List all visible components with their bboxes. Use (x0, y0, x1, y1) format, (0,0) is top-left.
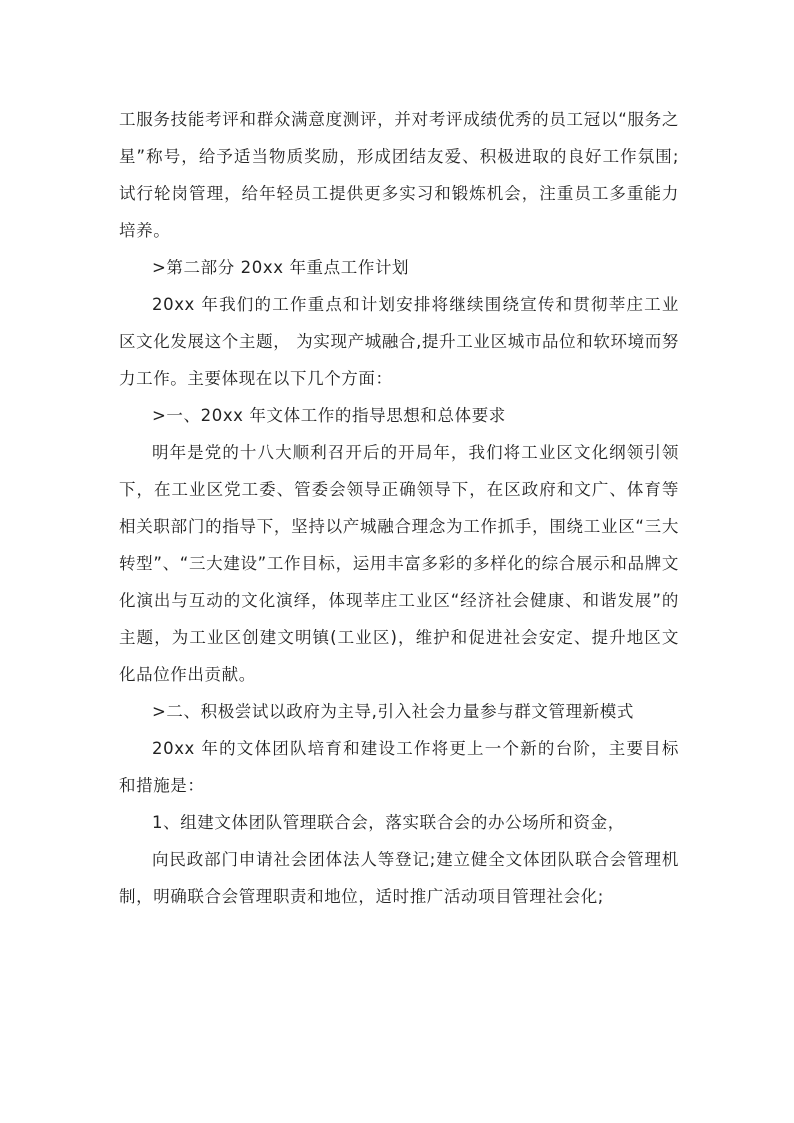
section-heading-two: >二、积极尝试以政府为主导,引入社会力量参与群文管理新模式 (152, 702, 634, 721)
paragraph-guiding-ideology: 明年是党的十八大顺利召开后的开局年，我们将工业区文化纲领引领下，在工业区党工委、管委会领导正确领导下，在区政府和文广、体育等相关职部门的指导下，坚持以产城融合理念为工作抓手，围绕工业区“三大转型”、“三大建设”工作目标，运用丰富多彩的多样化的综合展示和品牌文化演出与互动的文化演绎，体现莘庄工业区“经济社会健康、和谐发展”的主题，为工业区创建文明镇(工业区)，维护和促进社会安定、提升地区文化品位作出贡献。 (119, 443, 679, 684)
paragraph-work-plan-intro: 20xx 年我们的工作重点和计划安排将继续围绕宣传和贯彻莘庄工业区文化发展这个主题， 为实现产城融合,提升工业区城市品位和软环境而努力工作。主要体现在以下几个方面： (119, 295, 679, 388)
document-body (119, 101, 679, 915)
paragraph-continuation: 工服务技能考评和群众满意度测评，并对考评成绩优秀的员工冠以“服务之星”称号，给予适当物质奖励，形成团结友爱、积极进取的良好工作氛围;试行轮岗管理，给年轻员工提供更多实习和锻炼机会，注重员工多重能力培养。 (119, 110, 679, 240)
list-item-1: 1、组建文体团队管理联合会，落实联合会的办公场所和资金， (152, 813, 625, 832)
section-heading-one: >一、20xx 年文体工作的指导思想和总体要求 (152, 406, 506, 425)
section-heading-part-two: >第二部分 20xx 年重点工作计划 (152, 258, 410, 277)
paragraph-team-goals: 20xx 年的文体团队培育和建设工作将更上一个新的台阶，主要目标和措施是： (119, 739, 679, 795)
paragraph-registration: 向民政部门申请社会团体法人等登记;建立健全文体团队联合会管理机制，明确联合会管理职责和地位，适时推广活动项目管理社会化; (119, 850, 679, 906)
